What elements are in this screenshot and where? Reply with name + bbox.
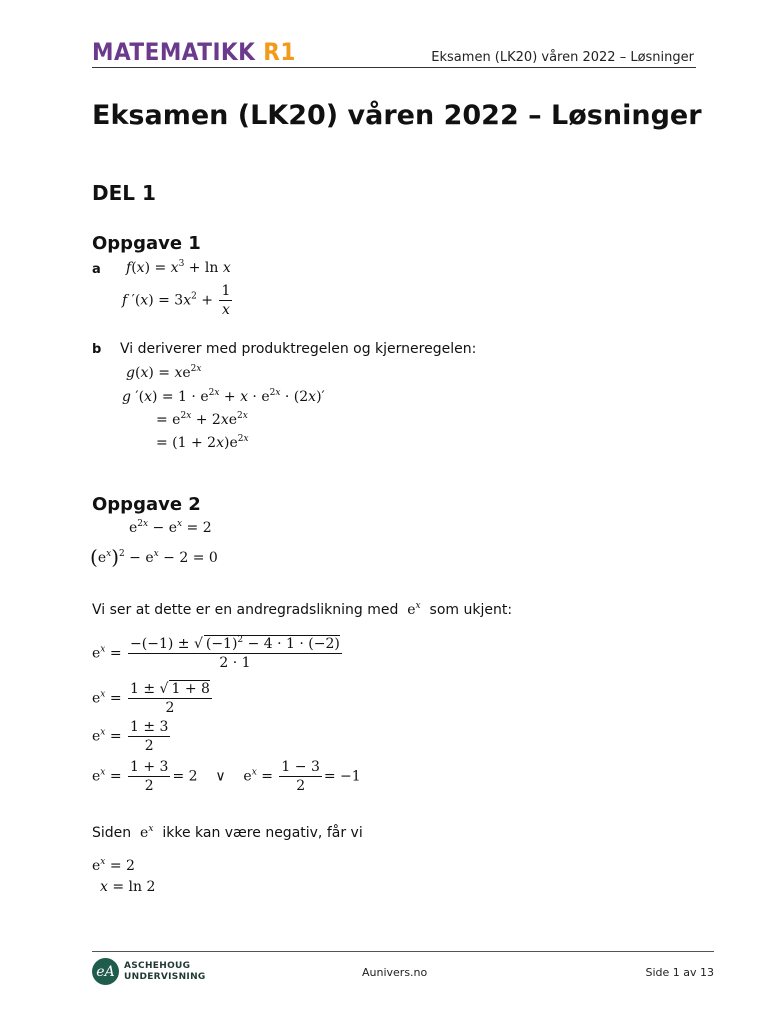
equation-1a-function: $f(x) = x^3 + \ln x$ xyxy=(126,259,231,276)
brand-logo xyxy=(92,38,296,66)
equation-2-step3: $e^x$ = $\frac{1 \pm 3}{2}$ xyxy=(92,719,169,754)
equation-1b-step3: = $(1 + 2x)e^{2x}$ xyxy=(156,434,249,451)
oppgave-2-text-2-start: Siden xyxy=(92,825,132,841)
oppgave-1b-text: Vi deriverer med produktregelen og kjerneregelen: xyxy=(120,341,477,357)
oppgave-1a-label: a xyxy=(92,262,101,277)
footer-site-link[interactable]: Aunivers.no xyxy=(362,966,428,979)
footer-divider xyxy=(92,951,714,952)
equation-1b-step2: = $e^{2x} + 2xe^{2x}$ xyxy=(156,411,248,428)
equation-1a-derivative: f $'(x) = 3x^2$ + $\frac{1}{x}$ xyxy=(122,283,231,318)
oppgave-2-heading: Oppgave 2 xyxy=(92,494,201,515)
equation-2-original: $e^{2x} - e^x = 2$ xyxy=(129,519,212,536)
publisher-name xyxy=(124,961,206,983)
equation-2-answer: x = ln 2 xyxy=(100,879,156,895)
oppgave-2-text-2: Siden $e^x$ ikke kan være negativ, får vi xyxy=(92,824,363,841)
oppgave-2-text-1-start: Vi ser at dette er en andregradslikning med xyxy=(92,602,399,618)
publisher-name-line-1: ASCHEHOUG xyxy=(124,960,191,971)
page-number: Side 1 av 13 xyxy=(645,966,714,979)
brand-accent: R1 xyxy=(263,38,296,66)
brand-main: MATEMATIKK xyxy=(92,38,256,66)
section-heading: DEL 1 xyxy=(92,181,156,205)
oppgave-2-text-2-end: ikke kan være negativ, får vi xyxy=(162,825,363,841)
publisher-name-line-2: UNDERVISNING xyxy=(124,971,206,982)
oppgave-1b-label: b xyxy=(92,342,102,357)
equation-1b-derivative: g $'(x) = 1 \cdot e^{2x} + x \cdot e^{2x} \cdot (2x)'$ xyxy=(122,388,325,405)
publisher-logo-icon: eA xyxy=(92,958,119,985)
equation-1b-function: $g(x) = xe^{2x}$ xyxy=(126,364,202,381)
equation-2-quadratic-formula: $e^x$ = $\frac{-(-1) \pm √ (-1)^2 - 4 \cdot 1 \cdot (-2)}{2 \cdot 1}$ xyxy=(92,635,340,671)
oppgave-2-text-1: Vi ser at dette er en andregradslikning med $e^x$ som ukjent: xyxy=(92,601,513,618)
equation-2-result: $e^x = 2$ xyxy=(92,857,135,874)
equation-2-step2: $e^x$ = $\frac{1 \pm √ 1 + 8}{2}$ xyxy=(92,681,210,716)
equation-2-rewritten: $(e^x)^2 - e^x - 2 = 0$ xyxy=(90,545,218,569)
page-title: Eksamen (LK20) våren 2022 – Løsninger xyxy=(92,100,702,131)
oppgave-1-heading: Oppgave 1 xyxy=(92,233,201,254)
equation-2-solutions: $e^x$ = $\frac{1 + 3}{2}$ = 2 ∨ $e^x$ = $\frac{1 - 3}{2}$ = −1 xyxy=(92,759,361,794)
oppgave-2-text-1-end: som ukjent: xyxy=(429,602,513,618)
header-divider xyxy=(92,67,696,68)
header-title: Eksamen (LK20) våren 2022 – Løsninger xyxy=(431,50,694,65)
publisher-logo xyxy=(92,958,206,985)
